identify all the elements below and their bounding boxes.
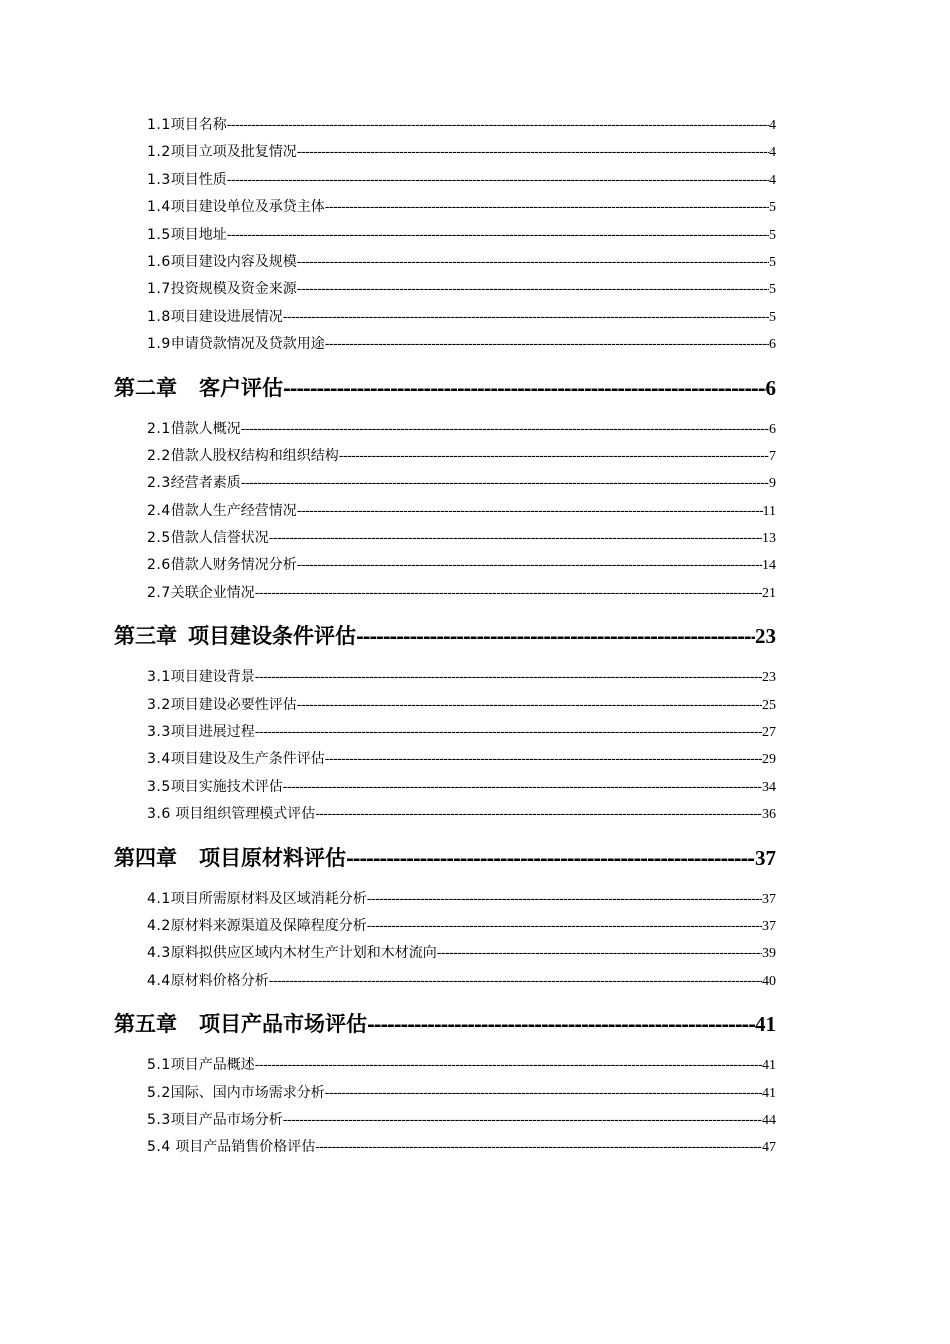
toc-entry-page: 27	[762, 725, 776, 741]
chapter-page: 37	[755, 845, 776, 870]
toc-entry-1-5[interactable]	[114, 224, 776, 251]
toc-entry-page: 21	[762, 585, 776, 601]
toc-entry-number: 1.1	[147, 117, 171, 133]
dot-leader	[315, 1140, 762, 1155]
dot-leader	[325, 200, 769, 215]
chapter-title: 客户评估	[199, 375, 283, 400]
toc-entry-title: 项目建设单位及承贷主体	[170, 199, 325, 216]
toc-entry-number: 1.6	[147, 253, 171, 270]
toc-entry-title: 原料拟供应区域内木材生产计划和木材流向	[170, 945, 437, 962]
toc-entry-title: 投资规模及资金来源	[170, 281, 297, 298]
toc-entry-1-6[interactable]	[114, 251, 776, 278]
toc-entry-title: 项目名称	[170, 117, 227, 133]
toc-entry-page: 23	[762, 670, 776, 686]
toc-entry-1-2[interactable]	[114, 141, 776, 168]
toc-entry-title: 国际、国内市场需求分析	[170, 1084, 325, 1101]
chapter-title: 项目产品市场评估	[199, 1012, 367, 1037]
toc-entry-5-1[interactable]	[114, 1054, 776, 1081]
dot-leader	[283, 780, 762, 795]
toc-entry-4-4[interactable]	[114, 970, 776, 997]
toc-entry-number: 5.1	[147, 1057, 171, 1074]
dot-leader	[315, 807, 762, 822]
toc-entry-page: 5	[769, 200, 776, 216]
toc-entry-3-2[interactable]	[114, 694, 776, 721]
toc-entry-number: 3.5	[147, 778, 171, 795]
toc-entry-2-7[interactable]	[114, 582, 776, 609]
toc-entry-page: 4	[769, 145, 776, 161]
toc-entry-number: 2.5	[147, 530, 171, 547]
toc-entry-title: 借款人概况	[170, 420, 241, 437]
toc-entry-number: 1.7	[147, 281, 171, 298]
dot-leader	[227, 228, 769, 243]
toc-chapter-3[interactable]	[114, 620, 776, 656]
toc-entry-number: 1.8	[147, 308, 171, 325]
toc-entry-title: 项目立项及批复情况	[170, 144, 297, 161]
toc-entry-number: 1.9	[147, 336, 171, 353]
toc-entry-page: 6	[769, 421, 776, 437]
dot-leader	[269, 974, 762, 989]
dot-leader	[437, 946, 762, 961]
toc-entry-title: 原材料价格分析	[170, 972, 269, 989]
dot-leader	[339, 449, 769, 464]
toc-entry-1-9[interactable]	[114, 333, 776, 360]
toc-entry-title: 项目实施技术评估	[170, 778, 283, 795]
toc-entry-page: 4	[769, 118, 776, 133]
toc-entry-number: 4.2	[147, 917, 171, 934]
dot-leader	[325, 752, 762, 767]
toc-entry-1-3[interactable]	[114, 169, 776, 196]
toc-entry-number: 5.4	[147, 1139, 171, 1156]
toc-entry-title: 申请贷款情况及贷款用途	[170, 336, 325, 353]
dot-leader	[356, 626, 755, 648]
toc-entry-page: 47	[762, 1140, 776, 1156]
dot-leader	[297, 255, 769, 270]
toc-entry-number: 4.4	[147, 972, 171, 989]
dot-leader	[227, 173, 769, 188]
toc-entry-1-1[interactable]	[114, 114, 776, 141]
toc-entry-title: 项目产品概述	[170, 1057, 255, 1074]
dot-leader	[297, 698, 762, 713]
chapter-label: 第二章	[114, 375, 177, 400]
chapter-page: 41	[755, 1012, 776, 1037]
toc-entry-4-1[interactable]	[114, 888, 776, 915]
toc-entry-2-3[interactable]	[114, 472, 776, 499]
toc-entry-3-3[interactable]	[114, 721, 776, 748]
toc-entry-title: 项目性质	[170, 171, 227, 188]
toc-chapter-2[interactable]	[114, 372, 776, 408]
toc-entry-page: 37	[762, 918, 776, 934]
toc-entry-number: 1.4	[147, 199, 171, 216]
toc-entry-title: 借款人信誉状况	[170, 530, 269, 547]
table-of-contents	[114, 114, 776, 1164]
chapter-page: 6	[765, 375, 776, 400]
toc-entry-title: 项目产品销售价格评估	[170, 1139, 316, 1156]
toc-entry-title: 借款人生产经营情况	[170, 502, 297, 519]
toc-entry-number: 5.2	[147, 1084, 171, 1101]
toc-entry-number: 3.2	[147, 696, 171, 713]
toc-entry-page: 41	[762, 1085, 776, 1101]
toc-entry-page: 37	[762, 891, 776, 907]
toc-entry-number: 1.5	[147, 226, 171, 243]
chapter-title: 项目原材料评估	[199, 845, 346, 870]
dot-leader	[367, 919, 762, 934]
toc-entry-number: 2.1	[147, 420, 171, 437]
toc-entry-number: 2.3	[147, 475, 171, 492]
toc-entry-page: 5	[769, 309, 776, 325]
toc-entry-2-6[interactable]	[114, 554, 776, 581]
toc-entry-page: 6	[769, 337, 776, 353]
toc-entry-title: 项目建设必要性评估	[170, 696, 297, 713]
dot-leader	[255, 586, 762, 601]
toc-entry-3-6[interactable]	[114, 803, 776, 830]
toc-entry-title: 项目地址	[170, 226, 227, 243]
chapter-label: 第三章	[114, 624, 177, 649]
toc-entry-3-1[interactable]	[114, 666, 776, 693]
toc-entry-title: 原材料来源渠道及保障程度分析	[170, 917, 367, 934]
toc-entry-page: 14	[762, 558, 776, 574]
toc-entry-page: 7	[769, 448, 776, 464]
dot-leader	[255, 725, 762, 740]
dot-leader	[241, 422, 769, 437]
toc-entry-3-5[interactable]	[114, 776, 776, 803]
toc-entry-title: 关联企业情况	[170, 584, 255, 601]
toc-entry-number: 2.4	[147, 502, 171, 519]
toc-entry-page: 11	[762, 503, 776, 519]
toc-entry-title: 项目进展过程	[170, 724, 255, 741]
toc-entry-title: 项目所需原材料及区域消耗分析	[170, 890, 367, 907]
dot-leader	[241, 476, 769, 491]
dot-leader	[346, 848, 755, 870]
toc-entry-title: 项目建设及生产条件评估	[170, 751, 325, 768]
toc-entry-page: 4	[769, 172, 776, 188]
toc-entry-page: 40	[762, 973, 776, 989]
toc-entry-number: 4.3	[147, 945, 171, 962]
chapter-label: 第四章	[114, 845, 177, 870]
chapter-label: 第五章	[114, 1012, 177, 1037]
toc-entry-number: 3.4	[147, 751, 171, 768]
toc-entry-page: 44	[762, 1112, 776, 1128]
toc-entry-5-2[interactable]	[114, 1082, 776, 1109]
toc-entry-number: 5.3	[147, 1111, 171, 1128]
toc-entry-page: 34	[762, 779, 776, 795]
toc-entry-2-5[interactable]	[114, 527, 776, 554]
dot-leader	[297, 558, 762, 573]
toc-entry-page: 29	[762, 752, 776, 768]
toc-entry-page: 13	[762, 531, 776, 547]
toc-entry-title: 项目产品市场分析	[170, 1111, 283, 1128]
toc-entry-number: 3.1	[147, 669, 171, 686]
toc-entry-page: 5	[769, 282, 776, 298]
dot-leader	[255, 670, 762, 685]
toc-entry-title: 经营者素质	[170, 475, 241, 492]
chapter-title: 项目建设条件评估	[188, 624, 356, 649]
dot-leader	[283, 378, 766, 400]
toc-chapter-4[interactable]	[114, 842, 776, 878]
toc-entry-title: 项目建设背景	[170, 669, 255, 686]
toc-entry-number: 2.7	[147, 584, 171, 601]
toc-entry-page: 9	[769, 476, 776, 492]
dot-leader	[269, 531, 762, 546]
toc-entry-5-4[interactable]	[114, 1136, 776, 1163]
toc-entry-page: 25	[762, 697, 776, 713]
toc-entry-4-2[interactable]	[114, 915, 776, 942]
dot-leader	[297, 282, 769, 297]
dot-leader	[297, 504, 763, 519]
chapter-page: 23	[755, 624, 776, 649]
toc-entry-title: 项目建设内容及规模	[170, 253, 297, 270]
toc-entry-1-8[interactable]	[114, 306, 776, 333]
toc-entry-2-4[interactable]	[114, 500, 776, 527]
toc-entry-page: 5	[769, 227, 776, 243]
toc-entry-page: 36	[762, 807, 776, 823]
dot-leader	[283, 1113, 762, 1128]
toc-chapter-5[interactable]	[114, 1008, 776, 1044]
dot-leader	[283, 310, 769, 325]
dot-leader	[227, 118, 769, 133]
toc-entry-4-3[interactable]	[114, 942, 776, 969]
dot-leader	[325, 337, 769, 352]
dot-leader	[255, 1058, 762, 1073]
toc-entry-2-1[interactable]	[114, 418, 776, 445]
toc-entry-number: 2.6	[147, 557, 171, 574]
toc-entry-3-4[interactable]	[114, 748, 776, 775]
toc-entry-number: 4.1	[147, 890, 171, 907]
dot-leader	[325, 1086, 762, 1101]
toc-entry-1-4[interactable]	[114, 196, 776, 223]
toc-entry-1-7[interactable]	[114, 278, 776, 305]
toc-entry-page: 39	[762, 946, 776, 962]
toc-entry-page: 41	[762, 1058, 776, 1074]
toc-entry-page: 5	[769, 254, 776, 270]
toc-entry-title: 借款人财务情况分析	[170, 557, 297, 574]
toc-entry-number: 1.2	[147, 144, 171, 161]
toc-entry-number: 3.3	[147, 724, 171, 741]
dot-leader	[297, 145, 769, 160]
toc-entry-title: 借款人股权结构和组织结构	[170, 447, 339, 464]
dot-leader	[367, 892, 762, 907]
dot-leader	[367, 1014, 755, 1036]
toc-entry-title: 项目建设进展情况	[170, 308, 283, 325]
toc-entry-5-3[interactable]	[114, 1109, 776, 1136]
toc-entry-title: 项目组织管理模式评估	[170, 806, 316, 823]
toc-entry-number: 1.3	[147, 171, 171, 188]
toc-entry-number: 2.2	[147, 447, 171, 464]
toc-entry-2-2[interactable]	[114, 445, 776, 472]
toc-entry-number: 3.6	[147, 806, 171, 823]
